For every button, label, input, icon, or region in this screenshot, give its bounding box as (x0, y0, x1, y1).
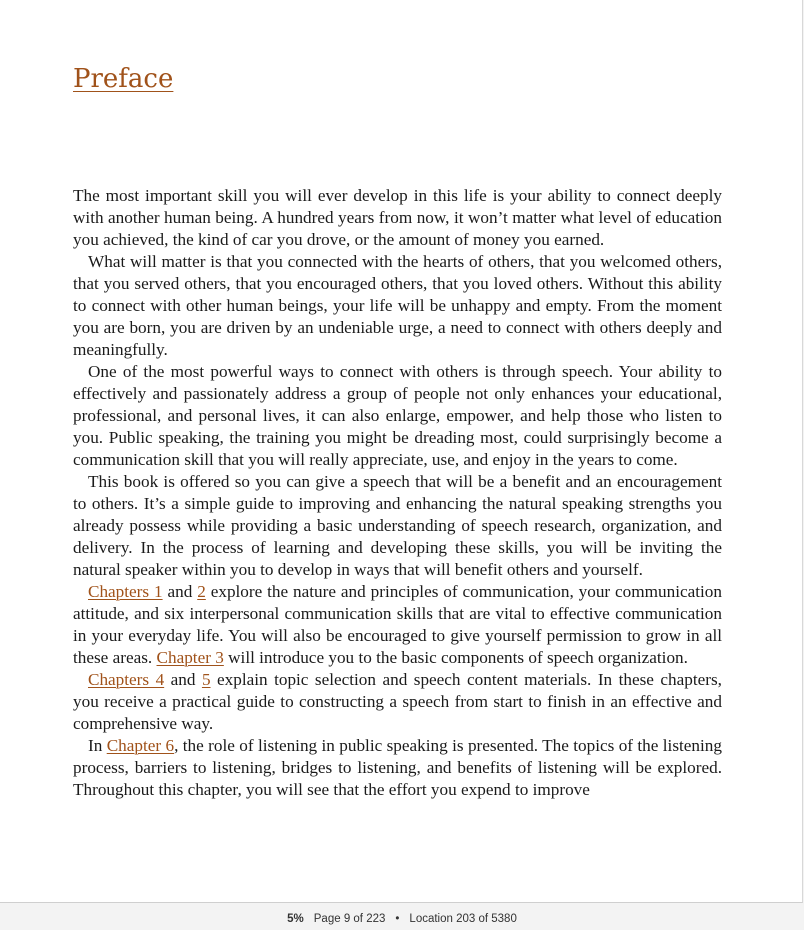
paragraph-5-and: and (162, 582, 198, 601)
chapter-3-link[interactable]: Chapter 3 (156, 648, 224, 667)
paragraph-4: This book is offered so you can give a speech that will be a benefit and an encouragement to others. It’s a simple guide to improving and enhancing the natural speaking strengths you already possess while providing a basic understanding of speech research, organization, and delivery. In the process of learning and developing these skills, you will be inviting the natural speaker within you to develop in ways that will benefit others and yourself. (73, 472, 722, 579)
chapter-5-link[interactable]: 5 (201, 670, 211, 689)
paragraph-5-text-a: explore the nature and principles of communication, your communication attitude, and six interpersonal communication skills that are vital to effective communication in your everyday life. You will also be encouraged to give yourself permission to grow in all these areas. (73, 582, 722, 667)
paragraph-7-prefix: In (88, 736, 107, 755)
paragraph-5 (73, 581, 722, 669)
paragraph-5-text-b: will introduce you to the basic components of speech organization. (223, 648, 688, 667)
percent-read: 5% (287, 913, 304, 925)
chapters-1-link[interactable]: Chapters 1 (88, 582, 163, 601)
body-text (73, 185, 722, 801)
paragraph-6 (73, 669, 722, 735)
paragraph-2: What will matter is that you connected with the hearts of others, that you welcomed others, that you served others, that you encouraged others, that you loved others. Without this ability to connect with other human beings, your life will be unhappy and empty. From the moment you are born, you are driven by an undeniable urge, a need to connect with others deeply and meaningfully. (73, 252, 722, 359)
paragraph-6-text: explain topic selection and speech content materials. In these chapters, you receive a practical guide to constructing a speech from start to finish in an effective and comprehensive way. (73, 670, 722, 733)
chapter-6-link[interactable]: Chapter 6 (106, 736, 175, 755)
paragraph-7 (73, 735, 722, 801)
location-indicator: Location 203 of 5380 (409, 913, 517, 925)
footer-separator: • (395, 913, 400, 925)
reading-progress-footer (0, 909, 804, 930)
page-indicator: Page 9 of 223 (313, 913, 386, 925)
paragraph-1: The most important skill you will ever develop in this life is your ability to connect deeply with another human being. A hundred years from now, it won’t matter what level of education you achieved, the kind of car you drove, or the amount of money you earned. (73, 186, 722, 249)
paragraph-7-text: , the role of listening in public speaking is presented. The topics of the listening process, barriers to listening, bridges to listening, and benefits of listening will be explored. Throughout this chapter, you will see that the effort you expend to improve (73, 736, 722, 799)
paragraph-3: One of the most powerful ways to connect with others is through speech. Your ability to effectively and passionately address a group of people not only enhances your educational, professional, and personal lives, it can also enlarge, empower, and help those who listen to you. Public speaking, the training you might be dreading most, could surprisingly become a communication skill that you will really appreciate, use, and enjoy in the years to come. (73, 362, 722, 469)
chapter-title[interactable]: Preface (73, 64, 174, 94)
chapters-4-link[interactable]: Chapters 4 (88, 670, 165, 689)
paragraph-6-and: and (164, 670, 202, 689)
chapter-2-link[interactable]: 2 (197, 582, 206, 601)
